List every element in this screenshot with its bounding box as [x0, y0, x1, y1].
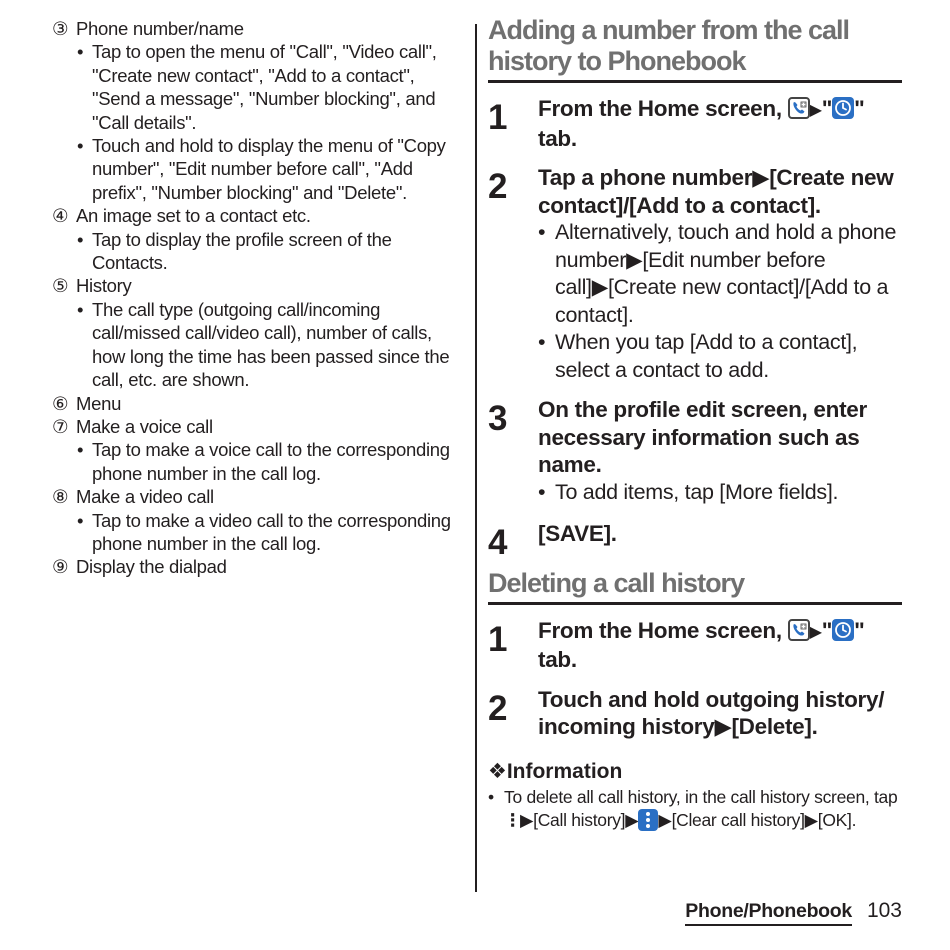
sub-bullet: • Touch and hold to display the menu of "Copy number", "Edit number before call", "Add prefix", "Number blocking" and "Delete". — [77, 135, 446, 203]
step-1 — [488, 95, 902, 152]
step-title: Tap a phone number▶[Create new contact]/[Add to a contact]. — [538, 165, 894, 218]
step-2 — [488, 164, 902, 384]
item-text: Make a voice call — [76, 415, 213, 437]
step-number: 1 — [488, 619, 508, 659]
menu-kebab-icon — [638, 809, 658, 831]
page-number: 103 — [866, 899, 902, 922]
step-title: From the Home screen, ▶" " tab. — [538, 96, 865, 151]
item-number: ⑧ — [52, 486, 69, 508]
list-item — [52, 415, 464, 438]
step-number: 2 — [488, 688, 508, 728]
step-title: [SAVE]. — [538, 521, 617, 546]
sub-bullet: • Tap to make a voice call to the corresponding phone number in the call log. — [77, 439, 450, 484]
step-number: 4 — [488, 523, 508, 562]
section-heading-delete-history: Deleting a call history — [488, 568, 902, 605]
column-divider — [475, 24, 477, 892]
page-footer — [685, 899, 902, 926]
step-number: 1 — [488, 98, 508, 137]
step-title: From the Home screen, ▶" " tab. — [538, 617, 865, 672]
step-bullet: • When you tap [Add to a contact], select a contact to add. — [538, 330, 858, 382]
item-number: ⑨ — [52, 556, 69, 578]
step-4 — [488, 520, 902, 562]
item-text: Menu — [76, 392, 122, 414]
sub-bullet: • Tap to make a video call to the corresponding phone number in the call log. — [77, 509, 451, 554]
list-item — [52, 485, 464, 508]
list-item — [52, 392, 464, 415]
footer-section-label: Phone/Phonebook — [685, 900, 852, 926]
step-number: 3 — [488, 399, 508, 438]
kebab-menu-icon: ⋮ — [504, 810, 522, 830]
item-text: Display the dialpad — [76, 556, 227, 578]
step-title: On the profile edit screen, enter necessary information such as name. — [538, 397, 867, 477]
clock-icon — [832, 619, 854, 641]
sub-bullet: • Tap to display the profile screen of the Contacts. — [77, 228, 392, 274]
step-title: Touch and hold outgoing history/ incoming history▶[Delete]. — [538, 686, 885, 739]
list-item — [52, 274, 464, 297]
list-item — [52, 555, 464, 578]
left-column — [52, 17, 464, 579]
item-text: History — [76, 275, 132, 297]
item-number: ④ — [52, 205, 69, 227]
phone-app-icon — [788, 619, 810, 641]
step-3 — [488, 396, 902, 506]
information-text: • To delete all call history, in the call history screen, tap ⋮▶[Call history]▶ ▶[Clear call history]▶[OK]. — [488, 786, 902, 833]
list-item — [52, 17, 464, 40]
section-heading-add-number: Adding a number from the call history to Phonebook — [488, 15, 902, 83]
step-number: 2 — [488, 167, 508, 206]
right-column — [488, 15, 902, 833]
item-number: ⑤ — [52, 275, 69, 297]
sub-bullet: • Tap to open the menu of "Call", "Video call", "Create new contact", "Add to a contact", "Send a message", "Number blocking", and "Call details". — [77, 41, 437, 133]
sub-bullet: • The call type (outgoing call/incoming call/missed call/video call), number of calls, how long the time has been passed since the call, etc. are shown. — [77, 298, 450, 391]
clock-icon — [832, 97, 854, 119]
phone-app-icon — [788, 97, 810, 119]
item-number: ⑥ — [52, 392, 69, 414]
item-text: Make a video call — [76, 486, 214, 508]
item-text: Phone number/name — [76, 18, 244, 39]
step-1 — [488, 617, 902, 674]
item-text: An image set to a contact etc. — [76, 205, 311, 227]
step-bullet: • Alternatively, touch and hold a phone number▶[Edit number before call]▶[Create new contact]/[Add to a contact]. — [538, 220, 897, 327]
information-title: ❖Information — [488, 759, 623, 783]
step-2 — [488, 686, 902, 741]
item-number: ⑦ — [52, 415, 69, 437]
list-item — [52, 204, 464, 227]
item-number: ③ — [52, 18, 69, 39]
step-bullet: • To add items, tap [More fields]. — [538, 479, 839, 504]
